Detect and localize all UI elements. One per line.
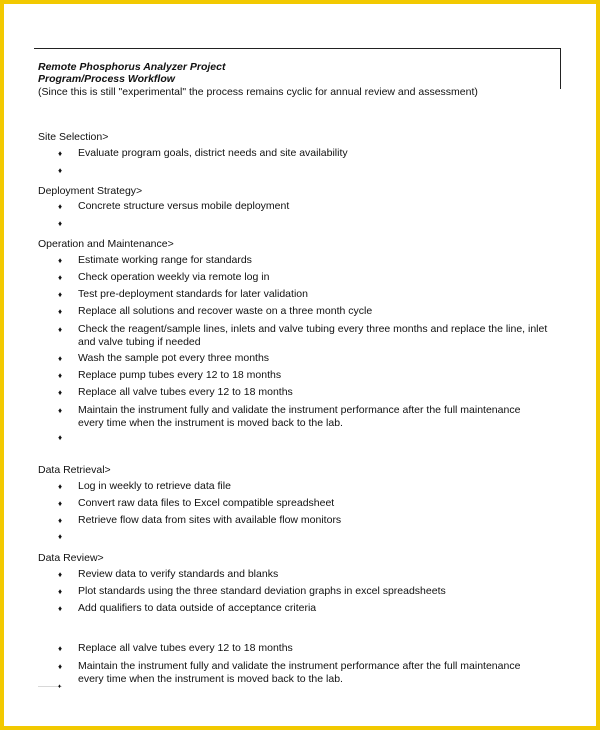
bullet-icon: ♦ xyxy=(58,149,63,158)
list-item-text: Maintain the instrument fully and validate the instrument performance after the full maintenance every time when the instrument is moved back to the lab. xyxy=(78,660,521,685)
bullet-icon: ♦ xyxy=(58,499,63,508)
list-item xyxy=(58,200,548,213)
bullet-icon: ♦ xyxy=(58,354,63,363)
list-item-text: Test pre-deployment standards for later validation xyxy=(78,288,308,300)
bullet-icon: ♦ xyxy=(58,273,63,282)
list-item-text: Log in weekly to retrieve data file xyxy=(78,480,231,492)
list-item-text: Replace all valve tubes every 12 to 18 months xyxy=(78,642,293,654)
list-item xyxy=(58,369,548,382)
list-item xyxy=(58,404,548,430)
list-item-text: Replace pump tubes every 12 to 18 months xyxy=(78,369,282,381)
bullet-icon: ♦ xyxy=(58,325,63,334)
list-item-text: Estimate working range for standards xyxy=(78,254,252,266)
bullet-icon: ♦ xyxy=(58,662,63,671)
list-item xyxy=(58,642,548,655)
list-item-text: Concrete structure versus mobile deployment xyxy=(78,200,290,212)
process-note: (Since this is still "experimental" the process remains cyclic for annual review and assessment) xyxy=(38,86,478,98)
bullet-icon: ♦ xyxy=(58,202,63,211)
list-item xyxy=(58,305,548,318)
workflow-title: Program/Process Workflow xyxy=(38,73,175,85)
bullet-icon: ♦ xyxy=(58,532,63,541)
bullet-icon: ♦ xyxy=(58,516,63,525)
cut-off-bullet-icon: ♦ xyxy=(58,684,62,690)
list-item-text: Maintain the instrument fully and validate the instrument performance after the full maintenance every time when the instrument is moved back to the lab. xyxy=(78,404,521,429)
list-item xyxy=(58,386,548,399)
section-title-deployment-strategy: Deployment Strategy> xyxy=(38,185,143,197)
list-item xyxy=(58,585,548,598)
section-title-operation-maintenance: Operation and Maintenance> xyxy=(38,238,174,250)
list-item-text: Wash the sample pot every three months xyxy=(78,352,270,364)
list-item-text: Plot standards using the three standard deviation graphs in excel spreadsheets xyxy=(78,585,446,597)
list-item xyxy=(58,271,548,284)
bullet-icon: ♦ xyxy=(58,256,63,265)
bullet-icon: ♦ xyxy=(58,166,63,175)
list-item-text: Replace all valve tubes every 12 to 18 months xyxy=(78,386,293,398)
list-item-text: Check operation weekly via remote log in xyxy=(78,271,270,283)
list-item xyxy=(58,497,548,510)
list-item-text: Check the reagent/sample lines, inlets and valve tubing every three months and replace the line, inlet and valve tubing if needed xyxy=(78,323,548,348)
list-item xyxy=(58,352,548,365)
bullet-icon: ♦ xyxy=(58,604,63,613)
bullet-icon: ♦ xyxy=(58,482,63,491)
bullet-icon: ♦ xyxy=(58,219,63,228)
section-title-site-selection: Site Selection> xyxy=(38,131,109,143)
list-item xyxy=(58,660,548,686)
list-item xyxy=(58,147,548,160)
list-item xyxy=(58,254,548,267)
document-page xyxy=(4,4,596,726)
list-item-text: Review data to verify standards and blanks xyxy=(78,568,279,580)
list-item xyxy=(58,602,548,615)
project-title: Remote Phosphorus Analyzer Project xyxy=(38,61,226,73)
list-item-text: Replace all solutions and recover waste on a three month cycle xyxy=(78,305,373,317)
bullet-icon: ♦ xyxy=(58,307,63,316)
bullet-icon: ♦ xyxy=(58,290,63,299)
list-item xyxy=(58,568,548,581)
list-item xyxy=(58,514,548,527)
bullet-icon: ♦ xyxy=(58,371,63,380)
list-item xyxy=(58,288,548,301)
bullet-icon: ♦ xyxy=(58,587,63,596)
list-item-text: Retrieve flow data from sites with available flow monitors xyxy=(78,514,342,526)
list-item-text: Add qualifiers to data outside of acceptance criteria xyxy=(78,602,317,614)
list-item-text: Convert raw data files to Excel compatible spreadsheet xyxy=(78,497,335,509)
section-title-data-review: Data Review> xyxy=(38,552,104,564)
bullet-icon: ♦ xyxy=(58,406,63,415)
bullet-icon: ♦ xyxy=(58,388,63,397)
bullet-icon: ♦ xyxy=(58,570,63,579)
section-title-data-retrieval: Data Retrieval> xyxy=(38,464,111,476)
list-item xyxy=(58,323,548,349)
list-item-text: Evaluate program goals, district needs and site availability xyxy=(78,147,348,159)
bullet-icon: ♦ xyxy=(58,433,63,442)
bullet-icon: ♦ xyxy=(58,644,63,653)
list-item xyxy=(58,480,548,493)
